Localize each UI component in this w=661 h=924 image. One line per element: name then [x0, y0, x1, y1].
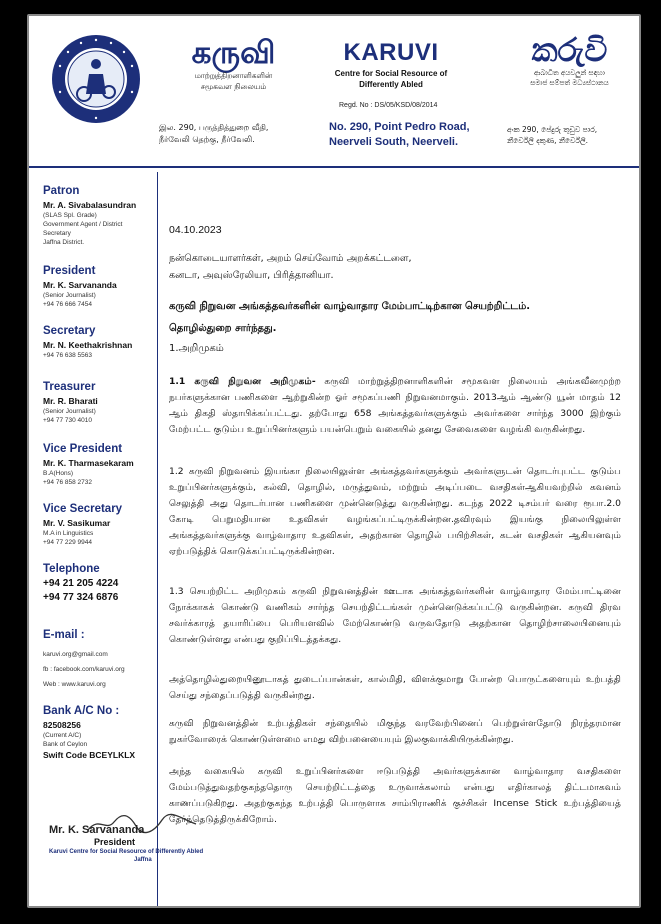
officers-sidebar — [29, 172, 158, 908]
treasurer-name: Mr. R. Bharati — [43, 396, 98, 406]
english-address-line-1: No. 290, Point Pedro Road, — [329, 121, 470, 133]
tamil-address-line-2: நீர்வேலி தெற்கு, நீர்வேலி. — [159, 135, 255, 144]
addressee — [169, 250, 629, 284]
treasurer-phone: +94 77 730 4010 — [43, 417, 92, 424]
sinhala-org-subtitle-1: ආබාධිත අයවලුන් සඳහා — [534, 69, 605, 77]
english-address-line-2: Neerveli South, Neerveli. — [329, 136, 458, 148]
tamil-address — [159, 122, 268, 146]
treasurer-detail: (Senior Journalist) — [43, 408, 96, 415]
signatory-name: Mr. K. Sarvananda — [49, 824, 145, 836]
telephone-heading: Telephone — [43, 563, 100, 575]
patron-heading: Patron — [43, 185, 80, 197]
letterhead — [29, 16, 641, 166]
header-divider — [29, 166, 641, 168]
paragraph-1-1-body: கருவி மாற்றுத்திறனாளிகளின் சமூகவள நிலையம் அங்கவீனமுற்ற நபர்களுக்கான பணிகளை ஆற்றுகின்ற ஓர் சமூகப்பணி நிறுவனமாகும். 2013ஆம் ஆண்டு யூன் மாதம் 12 ஆம் திகதி ஸ்தாபிக்கப்பட்டது. தற்போது 658 அங்கத்தவர்களுக்கும் அவர்களை சார்ந்த 3000 இற்கும் மேற்பட்ட குடும்ப உறுப்பினர்களும் பயன்பெறும் வகையில் தனது சேவைகளை வழங்கி வருகின்றது. — [169, 376, 621, 435]
sinhala-address — [507, 124, 597, 146]
signature-block — [49, 824, 299, 864]
secretary-phone: +94 76 638 5563 — [43, 352, 92, 359]
paragraph-5: கருவி நிறுவனத்தின் உற்பத்திகள் சந்தையில் மிகுந்த வரவேற்பினைப் பெற்றுள்ளதோடு நிரந்தரமான நுகர்வோரைக் கொண்டுள்ளமை எமது விற்பனையையும் இலகுவாக்கியிருக்கின்றது. — [169, 718, 621, 745]
sinhala-brand — [507, 32, 632, 88]
bank-account-type: (Current A/C) — [43, 732, 82, 739]
bank-account-number: 82508256 — [43, 720, 81, 730]
sinhala-address-line-1: අංක 290, පේදුරු තුඩුව පාර, — [507, 125, 598, 134]
letter-page — [27, 14, 641, 908]
patron-name: Mr. A. Sivabalasundran — [43, 200, 137, 210]
patron-detail: Jaffna District. — [43, 239, 85, 246]
english-brand — [321, 38, 461, 90]
organization-seal-icon — [51, 34, 141, 124]
treasurer-heading: Treasurer — [43, 381, 96, 393]
bank-heading: Bank A/C No : — [43, 705, 120, 717]
vice-president-heading: Vice President — [43, 443, 123, 455]
paragraph-4: அத்தொழில்துறையினூடாகத் துடைப்பான்கள், கால்மிதி, விளக்குமாறு போன்ற பொருட்களையும் உற்பத்தி செய்து சந்தைப்படுத்தி வருகின்றது. — [169, 674, 621, 701]
letter-subject — [169, 296, 629, 340]
bank-block — [43, 704, 155, 761]
president-heading: President — [43, 265, 96, 277]
email-block — [43, 628, 155, 692]
bank-swift-code: Swift Code BCEYLKLX — [43, 750, 136, 760]
secretary-block — [43, 324, 155, 360]
stamp-org-line: Karuvi Centre for Social Resource of Differently Abled — [49, 849, 204, 855]
english-org-subtitle-1: Centre for Social Resource of — [334, 69, 448, 78]
registration-number: Regd. No : DS/05/KSD/08/2014 — [339, 102, 438, 109]
addressee-line-2: கனடா, அவுஸ்ரேலியா, பிரித்தானியா. — [169, 270, 334, 281]
president-block — [43, 264, 155, 309]
vice-president-detail: B.A(Hons) — [43, 470, 73, 477]
vice-president-name: Mr. K. Tharmasekaram — [43, 458, 134, 468]
tamil-org-name: கருவி — [191, 35, 276, 71]
vice-secretary-block — [43, 502, 155, 547]
vice-secretary-detail: M.A in Linguistics — [43, 530, 94, 537]
stamp-town-line: Jaffna — [134, 857, 152, 863]
sinhala-address-line-2: නීර්වේලි දකුණ, නීර්වේලි. — [507, 136, 589, 145]
english-org-name: KARUVI — [343, 39, 439, 66]
letter-date: 04.10.2023 — [169, 224, 222, 236]
paragraph-1-1-lead: 1.1 கருவி நிறுவன அறிமுகம்- — [169, 376, 316, 387]
sinhala-org-subtitle-2: සමාජ සම්පත් මධ්‍යස්ථානය — [530, 79, 609, 87]
addressee-line-1: நன்கொடையாளர்கள், அறம் செய்வோம் அறக்கட்டளை, — [169, 253, 412, 264]
tamil-org-subtitle-2: சமூகவள நிலையம் — [200, 82, 267, 91]
paragraph-1-3: 1.3 செயற்றிட்ட அறிமுகம் கருவி நிறுவனத்தின் ஊடாக அங்கத்தவர்களின் வாழ்வாதார மேம்பாட்டினை நோக்காகக் கொண்டு வணிகம் சார்ந்த செயற்திட்டங்கள் முன்னெடுக்கப்பட்டு வருகின்றன. கருவி திரவ சவர்க்காரத் தயாரிப்பை பெரியளவில் மேற்கொண்டு வருவதோடு அதற்கான தொழிற்சாலையினையும் கொண்டுள்ளது என்பது குறிப்பிடத்தக்கது. — [169, 586, 621, 645]
vice-president-block — [43, 442, 155, 487]
sinhala-org-name: කරුවි — [531, 31, 608, 69]
president-detail: (Senior Journalist) — [43, 292, 96, 299]
website-link: Web : www.karuvi.org — [43, 681, 106, 688]
paragraph-1-2: 1.2 கருவி நிறுவனம் இயங்கா நிலையிலுள்ள அங்கத்தவர்களுக்கும் அவர்களுடன் தொடர்புபட்ட குடும்ப உறுப்பினர்களுக்கும், கல்வி, தொழில், மருத்துவம், மற்றும் அடிப்படை வசதிகள்ஆகியவற்றில் கவனம் செலுத்தி அது தொடர்பான பணிகளை முன்னெடுத்து வருகின்றது. கடந்த 2022 டிசம்பர் வரை ரூபா.2.0 கோடி பெறுமதியான உதவிகள் வழங்கப்பட்டிருக்கின்றன.தவிரவும் இயங்கு நிலையிலுள்ள அங்கத்தவர்களுக்கு வாழ்வாதார உதவிகள், அதற்கான தொழில் பயிற்சிகள், கடன் வசதிகள் ஆகியனவும் ஏற்படுத்திக் கொடுக்கப்பட்டிருக்கின்றன. — [169, 466, 621, 557]
vice-secretary-phone: +94 77 229 9944 — [43, 539, 92, 546]
patron-detail: Government Agent / District — [43, 221, 123, 228]
vice-secretary-heading: Vice Secretary — [43, 503, 123, 515]
vice-secretary-name: Mr. V. Sasikumar — [43, 518, 111, 528]
tamil-brand — [171, 36, 296, 92]
bank-name: Bank of Ceylon — [43, 741, 88, 748]
president-name: Mr. K. Sarvananda — [43, 280, 117, 290]
english-org-subtitle-2: Differently Abled — [359, 80, 423, 89]
secretary-heading: Secretary — [43, 325, 96, 337]
paragraph-1-1 — [169, 374, 621, 438]
facebook-link: fb : facebook.com/karuvi.org — [43, 666, 125, 673]
signatory-role: President — [94, 837, 136, 847]
tamil-org-subtitle-1: மாற்றுத்திறனாளிகளின் — [194, 71, 273, 80]
president-phone: +94 76 666 7454 — [43, 301, 92, 308]
tamil-address-line-1: இல. 290, பருத்தித்துறை வீதி, — [159, 123, 269, 132]
patron-detail: (SLAS Spl. Grade) — [43, 212, 97, 219]
telephone-number: +94 21 205 4224 — [43, 578, 119, 589]
english-address — [329, 120, 470, 150]
subject-line-1: கருவி நிறுவன அங்கத்தவர்களின் வாழ்வாதார மேம்பாட்டிற்கான செயற்றிட்டம். — [169, 301, 531, 312]
treasurer-block — [43, 380, 155, 425]
patron-detail: Secretary — [43, 230, 71, 237]
paragraph-6: அந்த வகையில் கருவி உறுப்பினர்களை ஈடுபடுத்தி அவர்களுக்கான வாழ்வாதார வசதிகளை மேம்படுத்துவதற்குகந்ததொரு செயற்றிட்டத்தை உருவாக்கலாம் என்பது எதிர்காலத் திட்டமாகவம் காணப்படுகிறது. அதற்குகந்த உற்பத்தி பொருளாக சாம்பிராணிக் குச்சிகள் Incense Stick உற்பத்தியைத் தேர்ந்தெடுத்திருக்கிறோம். — [169, 766, 621, 825]
email-heading: E-mail : — [43, 629, 85, 641]
telephone-number: +94 77 324 6876 — [43, 592, 119, 603]
subject-line-2: தொழில்துறை சார்ந்தது. — [169, 323, 277, 334]
secretary-name: Mr. N. Keethakrishnan — [43, 340, 133, 350]
vice-president-phone: +94 76 858 2732 — [43, 479, 92, 486]
email-address: karuvi.org@gmail.com — [43, 651, 108, 658]
telephone-block — [43, 562, 155, 605]
section-heading: 1.அறிமுகம் — [169, 343, 224, 354]
patron-block — [43, 184, 155, 247]
